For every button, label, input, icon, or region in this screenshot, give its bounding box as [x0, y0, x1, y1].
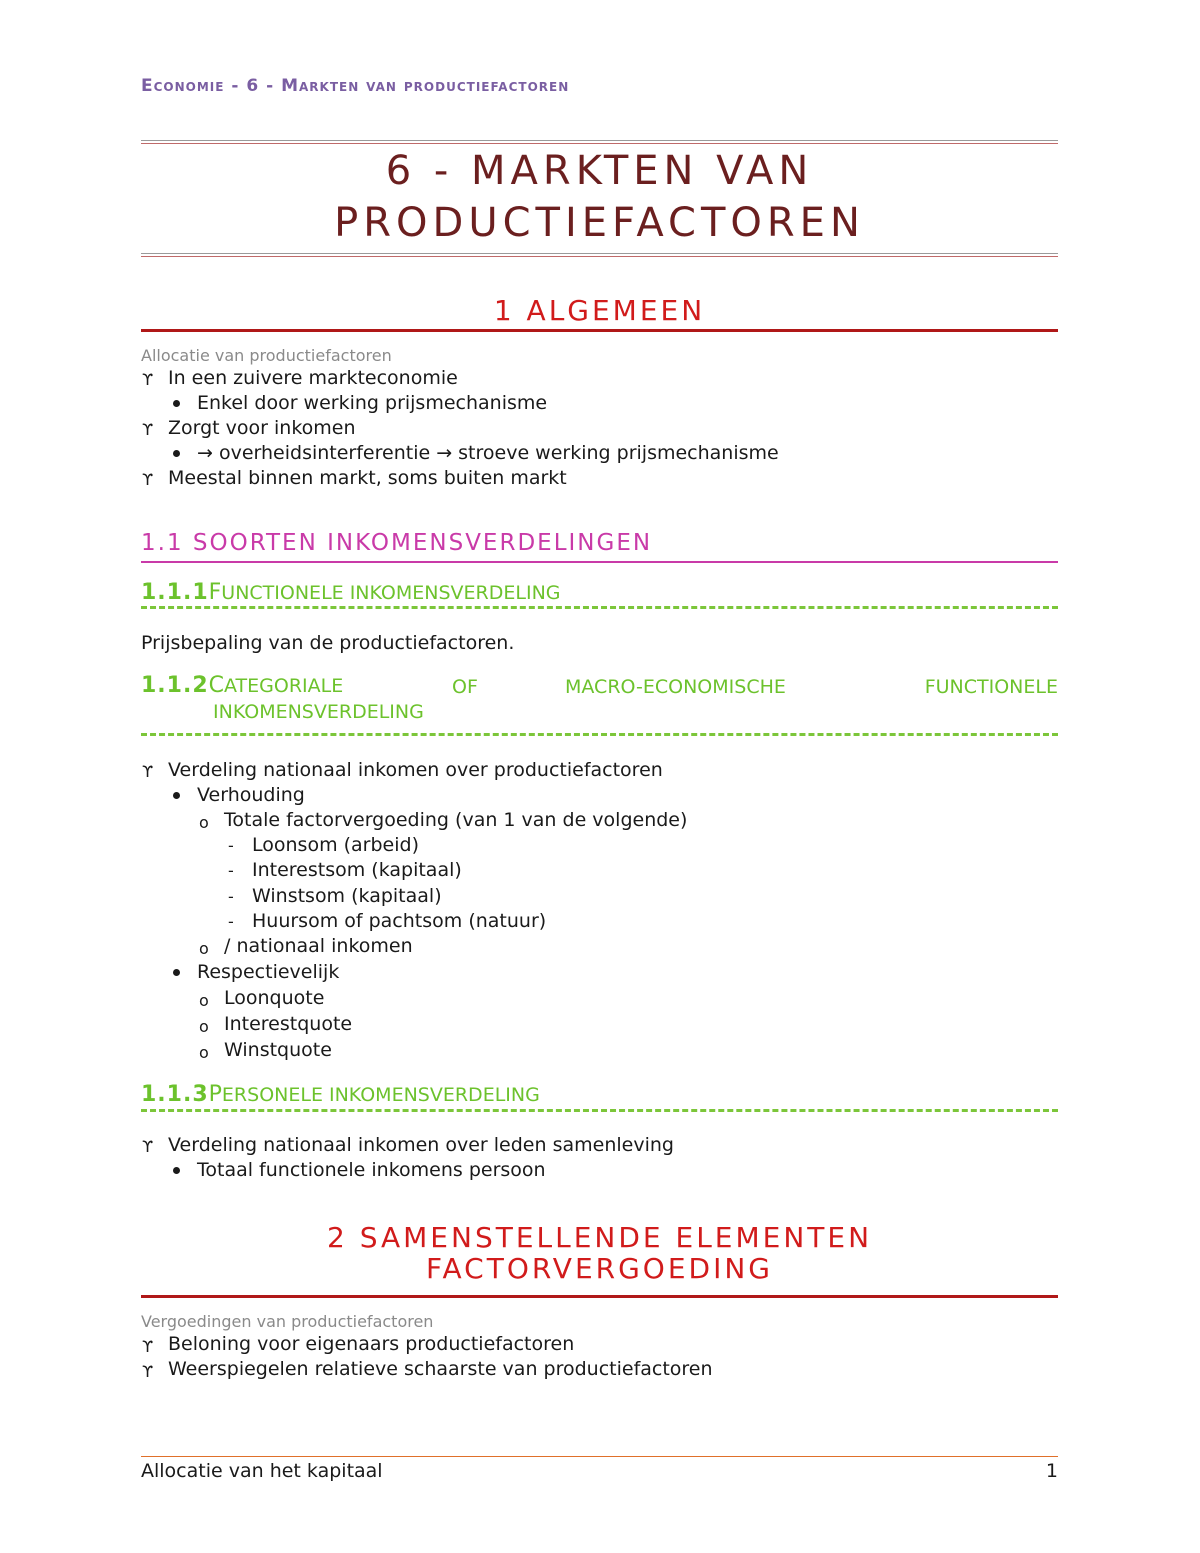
heading-3-personele: 1.1.3PERSONELE INKOMENSVERDELING: [141, 1082, 540, 1107]
title-line-2: PRODUCTIEFACTOREN: [334, 200, 865, 246]
list-item: Totaal functionele inkomens persoon: [197, 1159, 546, 1181]
dash-bullet-icon: -: [228, 887, 234, 906]
y-bullet-icon: ϒ: [142, 1337, 154, 1356]
running-header: [141, 76, 569, 96]
y-bullet-icon: ϒ: [142, 370, 154, 389]
running-header-text: Economie - 6 - Markten van productiefactoren: [141, 76, 570, 96]
heading-3-rule: [141, 1109, 1058, 1112]
bullet-dot-icon: [173, 969, 180, 976]
page-number: 1: [1045, 1460, 1058, 1482]
title-rule-top: [141, 140, 1058, 144]
list-item: Interestquote: [224, 1013, 353, 1035]
dash-bullet-icon: -: [228, 861, 234, 880]
y-bullet-icon: ϒ: [142, 420, 154, 439]
list-item: Loonquote: [224, 987, 325, 1009]
list-item: Verdeling nationaal inkomen over leden samenleving: [168, 1134, 674, 1156]
circle-bullet-icon: o: [199, 991, 209, 1010]
list-item: Beloning voor eigenaars productiefactoren: [168, 1333, 575, 1355]
circle-bullet-icon: o: [199, 1017, 209, 1036]
list-item: → overheidsinterferentie → stroeve werking prijsmechanisme: [197, 442, 779, 464]
heading-1-rule: [141, 329, 1058, 332]
y-bullet-icon: ϒ: [142, 762, 154, 781]
list-item: Respectievelijk: [197, 961, 340, 983]
heading-1-algemeen: 1 ALGEMEEN: [493, 294, 706, 327]
bullet-dot-icon: [173, 450, 180, 457]
list-item: Winstquote: [224, 1039, 332, 1061]
footer-text: Allocatie van het kapitaal: [141, 1460, 383, 1482]
heading-2-rule: [141, 561, 1058, 563]
list-item: / nationaal inkomen: [224, 935, 413, 957]
circle-bullet-icon: o: [199, 1043, 209, 1062]
caption-allocatie: Allocatie van productiefactoren: [141, 346, 392, 365]
y-bullet-icon: ϒ: [142, 1137, 154, 1156]
list-item: Weerspiegelen relatieve schaarste van productiefactoren: [168, 1358, 713, 1380]
list-item: Huursom of pachtsom (natuur): [252, 910, 547, 932]
dash-bullet-icon: -: [228, 912, 234, 931]
list-item: Verhouding: [197, 784, 305, 806]
list-item: Enkel door werking prijsmechanisme: [197, 392, 548, 414]
heading-3-rule: [141, 733, 1058, 736]
heading-1-samenstellende: 2 SAMENSTELLENDE ELEMENTEN FACTORVERGOEDING: [326, 1221, 873, 1285]
bullet-dot-icon: [173, 792, 180, 799]
list-item: Loonsom (arbeid): [252, 834, 419, 856]
heading-3-rule: [141, 606, 1058, 609]
y-bullet-icon: ϒ: [142, 1362, 154, 1381]
circle-bullet-icon: o: [199, 813, 209, 832]
heading-2-soorten: 1.1 SOORTEN INKOMENSVERDELINGEN: [141, 530, 653, 556]
list-item: Interestsom (kapitaal): [252, 859, 462, 881]
dash-bullet-icon: -: [228, 836, 234, 855]
title-line-1: 6 - MARKTEN VAN: [385, 148, 814, 194]
list-item: Verdeling nationaal inkomen over productiefactoren: [168, 759, 663, 781]
list-item: Zorgt voor inkomen: [168, 417, 356, 439]
list-item: Totale factorvergoeding (van 1 van de volgende): [224, 809, 688, 831]
y-bullet-icon: ϒ: [142, 470, 154, 489]
paragraph-prijsbepaling: Prijsbepaling van de productiefactoren.: [141, 632, 515, 654]
list-item: Winstsom (kapitaal): [252, 885, 442, 907]
document-title: [141, 146, 1058, 248]
heading-3-functionele: 1.1.1FUNCTIONELE INKOMENSVERDELING: [141, 580, 561, 605]
bullet-dot-icon: [173, 400, 180, 407]
list-item: In een zuivere markteconomie: [168, 367, 458, 389]
list-item: Meestal binnen markt, soms buiten markt: [168, 467, 567, 489]
caption-vergoedingen: Vergoedingen van productiefactoren: [141, 1312, 434, 1331]
heading-3-categoriale: 1.1.2CATEGORIALE OF MACRO-ECONOMISCHE FUNCTIONELE INKOMENSVERDELING: [141, 673, 1058, 723]
footer-rule: [141, 1456, 1058, 1457]
title-rule-bottom: [141, 253, 1058, 257]
heading-1-rule: [141, 1295, 1058, 1298]
circle-bullet-icon: o: [199, 939, 209, 958]
bullet-dot-icon: [173, 1167, 180, 1174]
